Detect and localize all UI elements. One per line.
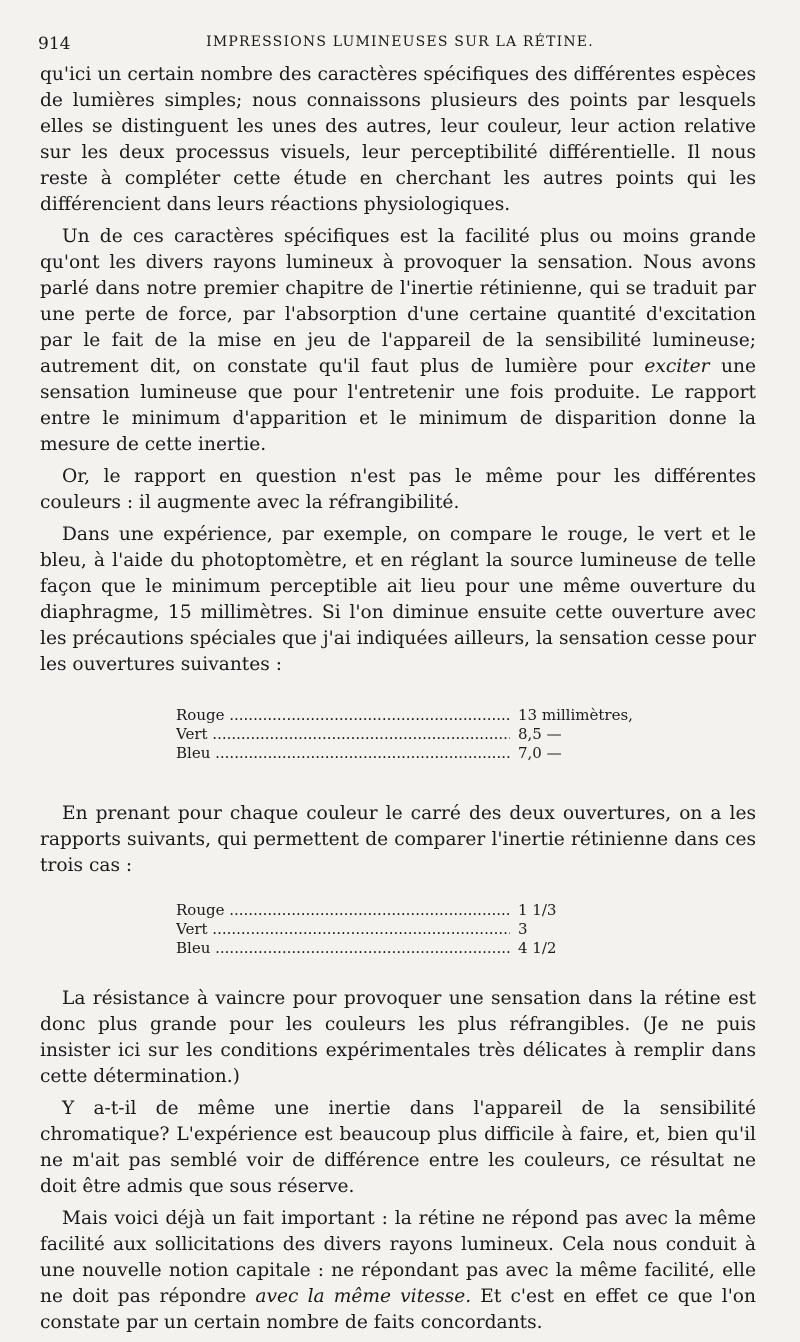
row-value: 3 [518,920,528,938]
paragraph-1: qu'ici un certain nombre des caractères spécifiques des différentes espèces de lumières simples; nous connaissons plusieurs des points par lesquels elles se distinguent les unes des autres, leur couleur, leur action relative sur les deux processus visuels, leur perceptibilité différentielle. Il nous reste à compléter cette étude en cherchant les autres points qui les différencient dans leurs réactions physiologiques. [40,64,756,215]
paragraph-2-emphasis: exciter [644,356,710,377]
row-label: Bleu ..... [176,939,510,958]
page-number: 914 [38,34,71,54]
table-row [176,725,646,744]
paragraph-8 [40,1206,756,1336]
row-value: 13 millimètres, [518,706,633,724]
running-title: IMPRESSIONS LUMINEUSES SUR LA RÉTINE. [206,34,594,50]
row-value: 8,5 — [518,725,562,743]
paragraph-2-rest: une sensation lumineuse que pour l'entretenir une fois produite. Le rapport entre le minimum d'apparition et le minimum de disparition donne la mesure de cette inertie. [40,356,756,455]
paragraph-7: Y a-t-il de même une inertie dans l'appareil de la sensibilité chromatique? L'expérience est beaucoup plus difficile à faire, et, bien qu'il ne m'ait pas semblé voir de différence entre les couleurs, ce résultat ne doit être admis que sous réserve. [40,1098,756,1197]
paragraph-5: En prenant pour chaque couleur le carré des deux ouvertures, on a les rapports suivants, qui permettent de comparer l'inertie rétinienne dans ces trois cas : [40,803,756,876]
paragraph-2 [40,224,756,458]
paragraph-3: Or, le rapport en question n'est pas le même pour les différentes couleurs : il augmente avec la réfrangibilité. [40,466,756,513]
row-value: 4 1/2 [518,939,557,957]
row-label: Rouge ..... [176,901,510,920]
row-label: Vert ..... [176,920,510,939]
paragraph-8-emphasis: avec la même vitesse. [255,1286,472,1307]
page-header [0,30,800,54]
aperture-table [176,706,646,763]
row-label: Vert ..... [176,725,510,744]
table-row [176,706,646,725]
table-row [176,901,646,920]
row-value: 7,0 — [518,744,562,762]
paragraph-2-text: Un de ces caractères spécifiques est la facilité plus ou moins grande qu'ont les divers rayons lumineux à provoquer la sensation. Nous avons parlé dans notre premier chapitre de l'inertie rétinienne, qui se traduit par une perte de force, par l'absorption d'une certaine quantité d'excitation par le fait de la mise en jeu de l'appareil de la sensibilité lumineuse; autrement dit, on constate qu'il faut plus de lumière pour [40,226,756,377]
paragraph-4: Dans une expérience, par exemple, on compare le rouge, le vert et le bleu, à l'aide du photoptomètre, et en réglant la source lumineuse de telle façon que le minimum perceptible ait lieu pour une même ouverture du diaphragme, 15 millimètres. Si l'on diminue ensuite cette ouverture avec les précautions spéciales que j'ai indiquées ailleurs, la sensation cesse pour les ouvertures suivantes : [40,524,756,675]
table-row [176,744,646,763]
body-text [40,62,756,1342]
table-row [176,920,646,939]
paragraph-8-rest: Et c'est en effet ce que l'on constate par un certain nombre de faits concordants. [40,1286,756,1333]
row-value: 1 1/3 [518,901,557,919]
ratio-table [176,901,646,958]
row-label: Rouge ..... [176,706,510,725]
table-row [176,939,646,958]
row-label: Bleu ..... [176,744,510,763]
paragraph-6: La résistance à vaincre pour provoquer une sensation dans la rétine est donc plus grande pour les couleurs les plus réfrangibles. (Je ne puis insister ici sur les conditions expérimentales très délicates à remplir dans cette détermination.) [40,988,756,1087]
paragraph-8-text: Mais voici déjà un fait important : la rétine ne répond pas avec la même facilité aux sollicitations des divers rayons lumineux. Cela nous conduit à une nouvelle notion capitale : ne répondant pas avec la même facilité, elle ne doit pas répondre [40,1208,756,1307]
